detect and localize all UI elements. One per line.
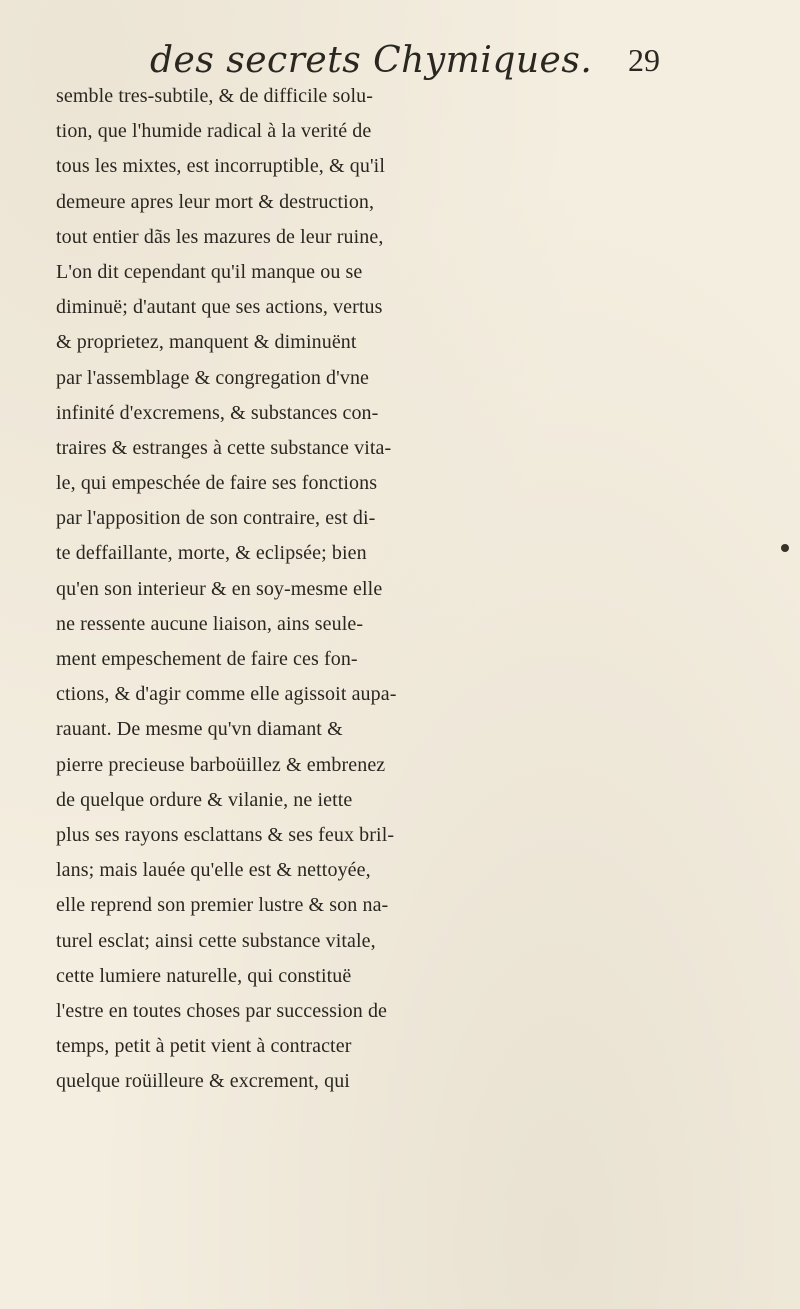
text-line: plus ses rayons esclattans & ses feux bril- <box>56 823 395 846</box>
text-line: tous les mixtes, est incorruptible, & qu'il <box>56 155 385 178</box>
body-text <box>56 79 786 1099</box>
text-line: le, qui empeschée de faire ses fonctions <box>56 472 378 495</box>
text-line: par l'apposition de son contraire, est di- <box>56 507 376 530</box>
text-line: traires & estranges à cette substance vita- <box>56 436 392 459</box>
text-line: L'on dit cependant qu'il manque ou se <box>56 260 363 283</box>
text-line: l'estre en toutes choses par succession de <box>56 999 388 1022</box>
text-line: tout entier dãs les mazures de leur ruine, <box>56 225 384 248</box>
text-line: lans; mais lauée qu'elle est & nettoyée, <box>56 859 371 882</box>
text-line: elle reprend son premier lustre & son na- <box>56 894 389 917</box>
text-line: rauant. De mesme qu'vn diamant & <box>56 718 343 741</box>
text-line: turel esclat; ainsi cette substance vitale, <box>56 929 376 952</box>
text-line: infinité d'excremens, & substances con- <box>56 401 379 424</box>
text-line: pierre precieuse barboüillez & embrenez <box>56 753 386 776</box>
text-line: diminuë; d'autant que ses actions, vertus <box>56 296 383 319</box>
text-line: ne ressente aucune liaison, ains seule- <box>56 612 364 635</box>
text-line: demeure apres leur mort & destruction, <box>56 190 375 213</box>
text-line: cette lumiere naturelle, qui constituë <box>56 964 352 987</box>
ink-dot-mark <box>781 544 789 552</box>
text-line: temps, petit à petit vient à contracter <box>56 1035 352 1058</box>
text-line: ctions, & d'agir comme elle agissoit aupa- <box>56 683 397 706</box>
text-line: & proprietez, manquent & diminuënt <box>56 331 357 354</box>
text-line: ment empeschement de faire ces fon- <box>56 648 358 670</box>
text-line: par l'assemblage & congregation d'vne <box>56 366 370 389</box>
text-line: quelque roüilleure & excrement, qui <box>56 1070 350 1093</box>
text-line: tion, que l'humide radical à la verité de <box>56 120 372 143</box>
text-line: qu'en son interieur & en soy-mesme elle <box>56 577 383 600</box>
text-line: te deffaillante, morte, & eclipsée; bien <box>56 542 367 565</box>
text-line: semble tres-subtile, & de difficile solu- <box>56 85 373 107</box>
text-line: de quelque ordure & vilanie, ne iette <box>56 788 353 811</box>
page-number: 29 <box>628 42 660 78</box>
running-title: des secrets Chymiques. <box>150 40 593 81</box>
